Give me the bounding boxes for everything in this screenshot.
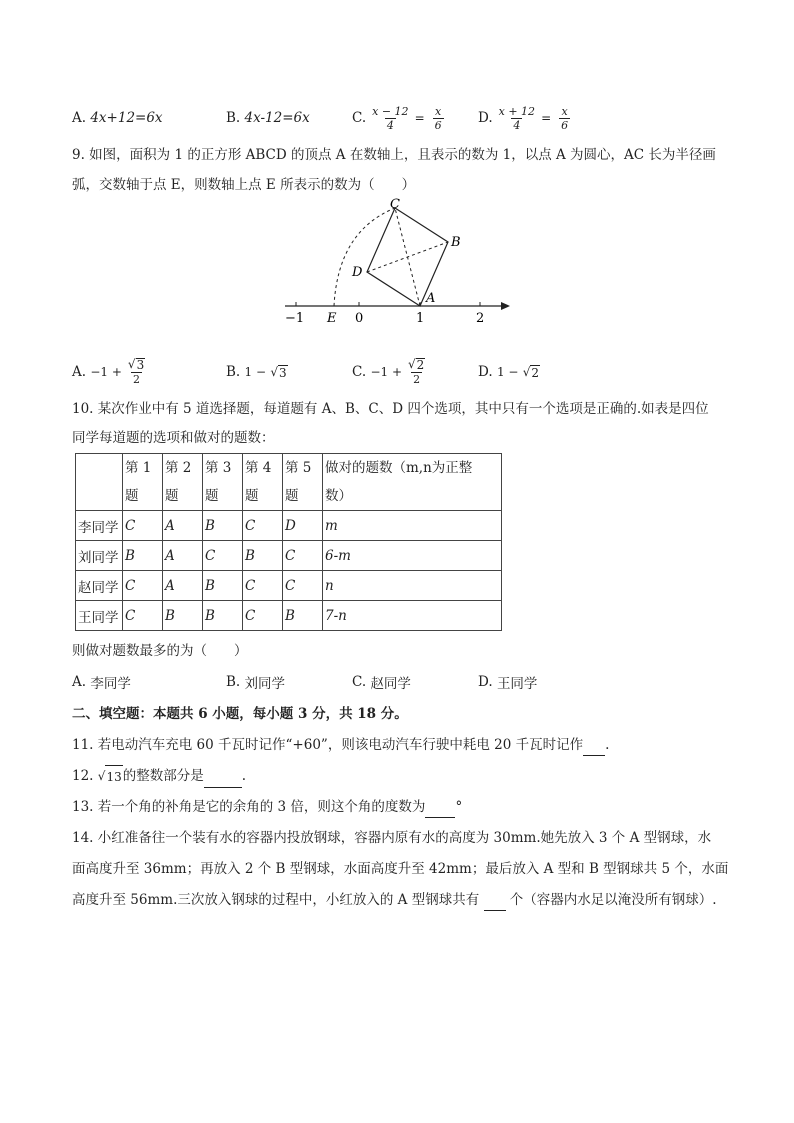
fraction: $\frac{x + 12}{4}$ (498, 104, 536, 132)
q9-option-c[interactable]: C. −1 + √ 2 2 (352, 352, 427, 392)
sqrt: √ 13 (98, 765, 123, 788)
label-c: C (390, 197, 400, 212)
q9-text-line2: 弧，交数轴于点 E，则数轴上点 E 所表示的数为（ ） (72, 177, 416, 193)
answer-blank[interactable] (583, 741, 605, 756)
table-row: 赵同学 C A B C C n (76, 571, 502, 601)
diagonal-bd (367, 242, 448, 272)
fraction: $\frac{x - 12}{4}$ (372, 104, 409, 132)
q10-option-c[interactable]: C. 赵同学 (352, 674, 411, 692)
label-e: E (327, 311, 337, 326)
tick-label: 2 (476, 311, 485, 326)
q9-options (72, 352, 722, 392)
q11-text: 11. 若电动汽车充电 60 千瓦时记作“+60”，则该电动汽车行驶中耗电 20 千瓦时记作 . (72, 734, 609, 756)
q10-options (72, 662, 722, 702)
arrow-icon (501, 302, 510, 310)
sqrt: √ 3 (270, 364, 287, 380)
q13-text: 13. 若一个角的补角是它的余角的 3 倍，则这个角的度数为 ° (72, 796, 462, 818)
arc (334, 208, 395, 306)
fraction: √ 2 2 (408, 357, 425, 386)
q14-text-line1: 14. 小红准备往一个装有水的容器内投放钢球，容器内原有水的高度为 30mm.她先放入 3 个 A 型钢球，水 (72, 830, 712, 846)
q9-option-a[interactable]: A. −1 + √ 3 2 (72, 352, 147, 392)
table-header-row: 第 1 题 第 2 题 第 3 题 第 4 题 第 5 题 做对的题数（m,n为正整 数） (76, 454, 502, 511)
q8-option-b[interactable]: B. 4x-12=6x (226, 110, 310, 126)
answer-blank[interactable] (484, 896, 506, 911)
tick-label: −1 (285, 311, 305, 326)
label-d: D (352, 265, 363, 280)
fraction: $\frac{x}{6}$ (434, 104, 442, 132)
fraction: √ 3 2 (127, 357, 145, 386)
q10-question: 则做对题数最多的为（ ） (72, 643, 248, 659)
q10-option-b[interactable]: B. 刘同学 (226, 674, 286, 692)
q10-option-a[interactable]: A. 李同学 (72, 674, 131, 692)
q8-option-c[interactable]: C. $\frac{x - 12}{4}$ = $\frac{x}{6}$ (352, 104, 442, 132)
q8-option-d[interactable]: D. $\frac{x + 12}{4}$ = $\frac{x}{6}$ (478, 104, 569, 132)
q14-text-line2: 面高度升至 36mm；再放入 2 个 B 型钢球，水面高度升至 42mm；最后放入 A 型和 B 型钢球共 5 个，水面 (72, 861, 729, 877)
q8-option-a[interactable]: A. 4x+12=6x (72, 110, 163, 126)
q10-table (75, 453, 502, 631)
label-a: A (426, 291, 436, 306)
label-b: B (451, 235, 461, 250)
tick-label: 1 (416, 311, 425, 326)
table-row: 刘同学 B A C B C 6-m (76, 541, 502, 571)
q9-option-d[interactable]: D. 1 − √ 2 (478, 364, 540, 380)
q9-text-line1: 9. 如图，面积为 1 的正方形 ABCD 的顶点 A 在数轴上，且表示的数为 1，以点 A 为圆心，AC 长为半径画 (72, 147, 716, 163)
section-heading: 二、填空题：本题共 6 小题，每小题 3 分，共 18 分。 (72, 706, 408, 722)
answer-blank[interactable] (425, 803, 455, 818)
q12-text: 12. √ 13 的整数部分是 . (72, 765, 246, 788)
tick-label: 0 (355, 311, 364, 326)
table-row: 王同学 C B B C B 7-n (76, 601, 502, 631)
fraction: $\frac{x}{6}$ (561, 104, 569, 132)
q9-figure (280, 196, 520, 326)
q10-option-d[interactable]: D. 王同学 (478, 674, 538, 692)
q10-text-line2: 同学每道题的选项和做对的题数： (72, 430, 275, 446)
sqrt: √ 2 (522, 364, 540, 380)
q10-text-line1: 10. 某次作业中有 5 道选择题，每道题有 A、B、C、D 四个选项，其中只有一个选项是正确的.如表是四位 (72, 401, 709, 417)
q8-options (72, 98, 722, 138)
q9-option-b[interactable]: B. 1 − √ 3 (226, 364, 287, 380)
q14-text-line3: 高度升至 56mm.三次放入钢球的过程中，小红放入的 A 型钢球共有 个（容器内水足以淹没所有钢球）. (72, 889, 717, 911)
table-row: 李同学 C A B C D m (76, 511, 502, 541)
answer-blank[interactable] (204, 773, 242, 788)
